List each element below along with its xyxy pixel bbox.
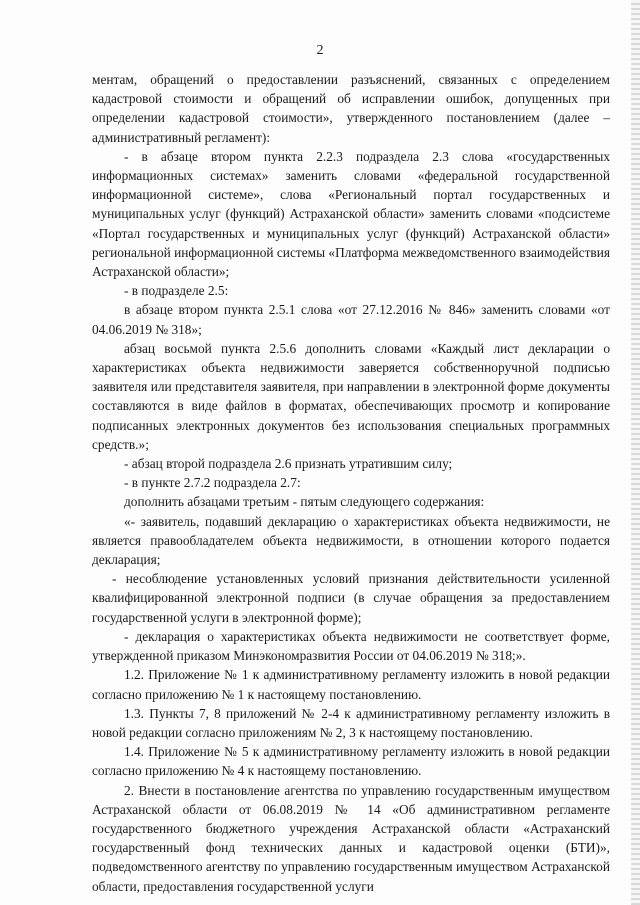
scan-edge-decoration — [631, 0, 640, 905]
paragraph: - декларация о характеристиках объекта недвижимости не соответствует форме, утвержденной приказом Минэкономразвития России от 04.06.2019 № 318;». — [92, 628, 610, 664]
paragraph: - в абзаце втором пункта 2.2.3 подраздела 2.3 слова «государственных информационных системах» заменить словами «федеральной государственной информационной системе», слова «Региональный портал государственных и муниципальных услуг (функций) Астраханской области» заменить словами «подсистеме «Портал государственных и муниципальных услуг (функций) Астраханской области» региональной информационной системы «Платформа межведомственного взаимодействия Астраханской области»; — [92, 148, 610, 280]
paragraph: ментам, обращений о предоставлении разъяснений, связанных с определением кадастровой стоимости и обращений об исправлении ошибок, допущенных при определении кадастровой стоимости», утвержденного постановлением (далее – административный регламент): — [92, 72, 610, 145]
paragraph: 1.3. Пункты 7, 8 приложений № 2-4 к административному регламенту изложить в новой редакции согласно приложениям № 2, 3 к настоящему постановлению. — [92, 705, 610, 740]
paragraph: в абзаце втором пункта 2.5.1 слова «от 27.12.2016 № 846» заменить словами «от 04.06.2019 № 318»; — [92, 302, 610, 337]
paragraph: «- заявитель, подавший декларацию о характеристиках объекта недвижимости, не является правообладателем объекта недвижимости, в отношении которого подается декларация; — [92, 513, 610, 568]
paragraph: - в подразделе 2.5: — [124, 283, 229, 299]
paragraph: - несоблюдение установленных условий признания действительности усиленной квалифицированной электронной подписи (в случае обращения за предоставлением государственной услуги в электронной форме); — [92, 571, 610, 625]
paragraph: дополнить абзацами третьим - пятым следующего содержания: — [124, 494, 485, 510]
paragraph: - в пункте 2.7.2 подраздела 2.7: — [124, 475, 301, 491]
paragraph: 1.2. Приложение № 1 к административному регламенту изложить в новой редакции согласно приложению № 1 к настоящему постановлению. — [92, 667, 610, 702]
paragraph: - абзац второй подраздела 2.6 признать утратившим силу; — [124, 456, 453, 472]
page-number: 2 — [316, 43, 324, 58]
document-body — [92, 70, 610, 896]
paragraph: 1.4. Приложение № 5 к административному регламенту изложить в новой редакции согласно приложению № 4 к настоящему постановлению. — [92, 744, 610, 779]
paragraph: 2. Внести в постановление агентства по управлению государственным имуществом Астраханской области от 06.08.2019 № 14 «Об административном регламенте государственного бюджетного учреждения Астраханской области «Астраханский государственный фонд технических данных и кадастровой оценки (БТИ)», подведомственного агентству по управлению государственным имуществом Астраханской области, предоставления государственной услуги — [92, 782, 610, 894]
paragraph: абзац восьмой пункта 2.5.6 дополнить словами «Каждый лист декларации о характеристиках объекта недвижимости заверяется собственноручной подписью заявителя или представителя заявителя, при направлении в электронной форме документы составляются в виде файлов в форматах, обеспечивающих просмотр и копирование подписанных электронных документов без использования специальных программных средств.»; — [92, 340, 610, 452]
